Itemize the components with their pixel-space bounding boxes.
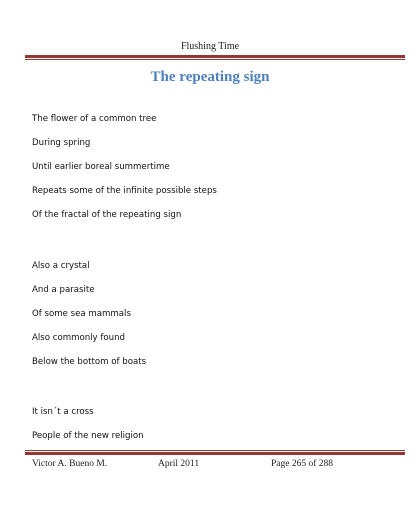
footer-author: Victor A. Bueno M. <box>32 459 108 469</box>
poem-line: Of some sea mammals <box>32 309 131 319</box>
poem-line: And a parasite <box>32 285 95 295</box>
footer-page-number: Page 265 of 288 <box>271 459 334 469</box>
poem-line: Also a crystal <box>32 261 90 271</box>
poem-line: Repeats some of the infinite possible steps <box>32 186 217 196</box>
poem-line: Also commonly found <box>32 333 125 343</box>
footer-rule <box>25 450 405 455</box>
poem-line: People of the new religion <box>32 431 144 441</box>
poem-line: Below the bottom of boats <box>32 357 147 367</box>
poem-line: The flower of a common tree <box>32 114 157 124</box>
poem-line: Until earlier boreal summertime <box>32 162 170 172</box>
footer-date: April 2011 <box>158 459 200 469</box>
poem-line: It isn´t a cross <box>32 407 94 417</box>
header-rule <box>25 55 405 60</box>
poem-title: The repeating sign <box>150 69 270 85</box>
running-header: Flushing Time <box>180 41 240 52</box>
poem-line: During spring <box>32 138 91 148</box>
poem-line: Of the fractal of the repeating sign <box>32 210 182 220</box>
